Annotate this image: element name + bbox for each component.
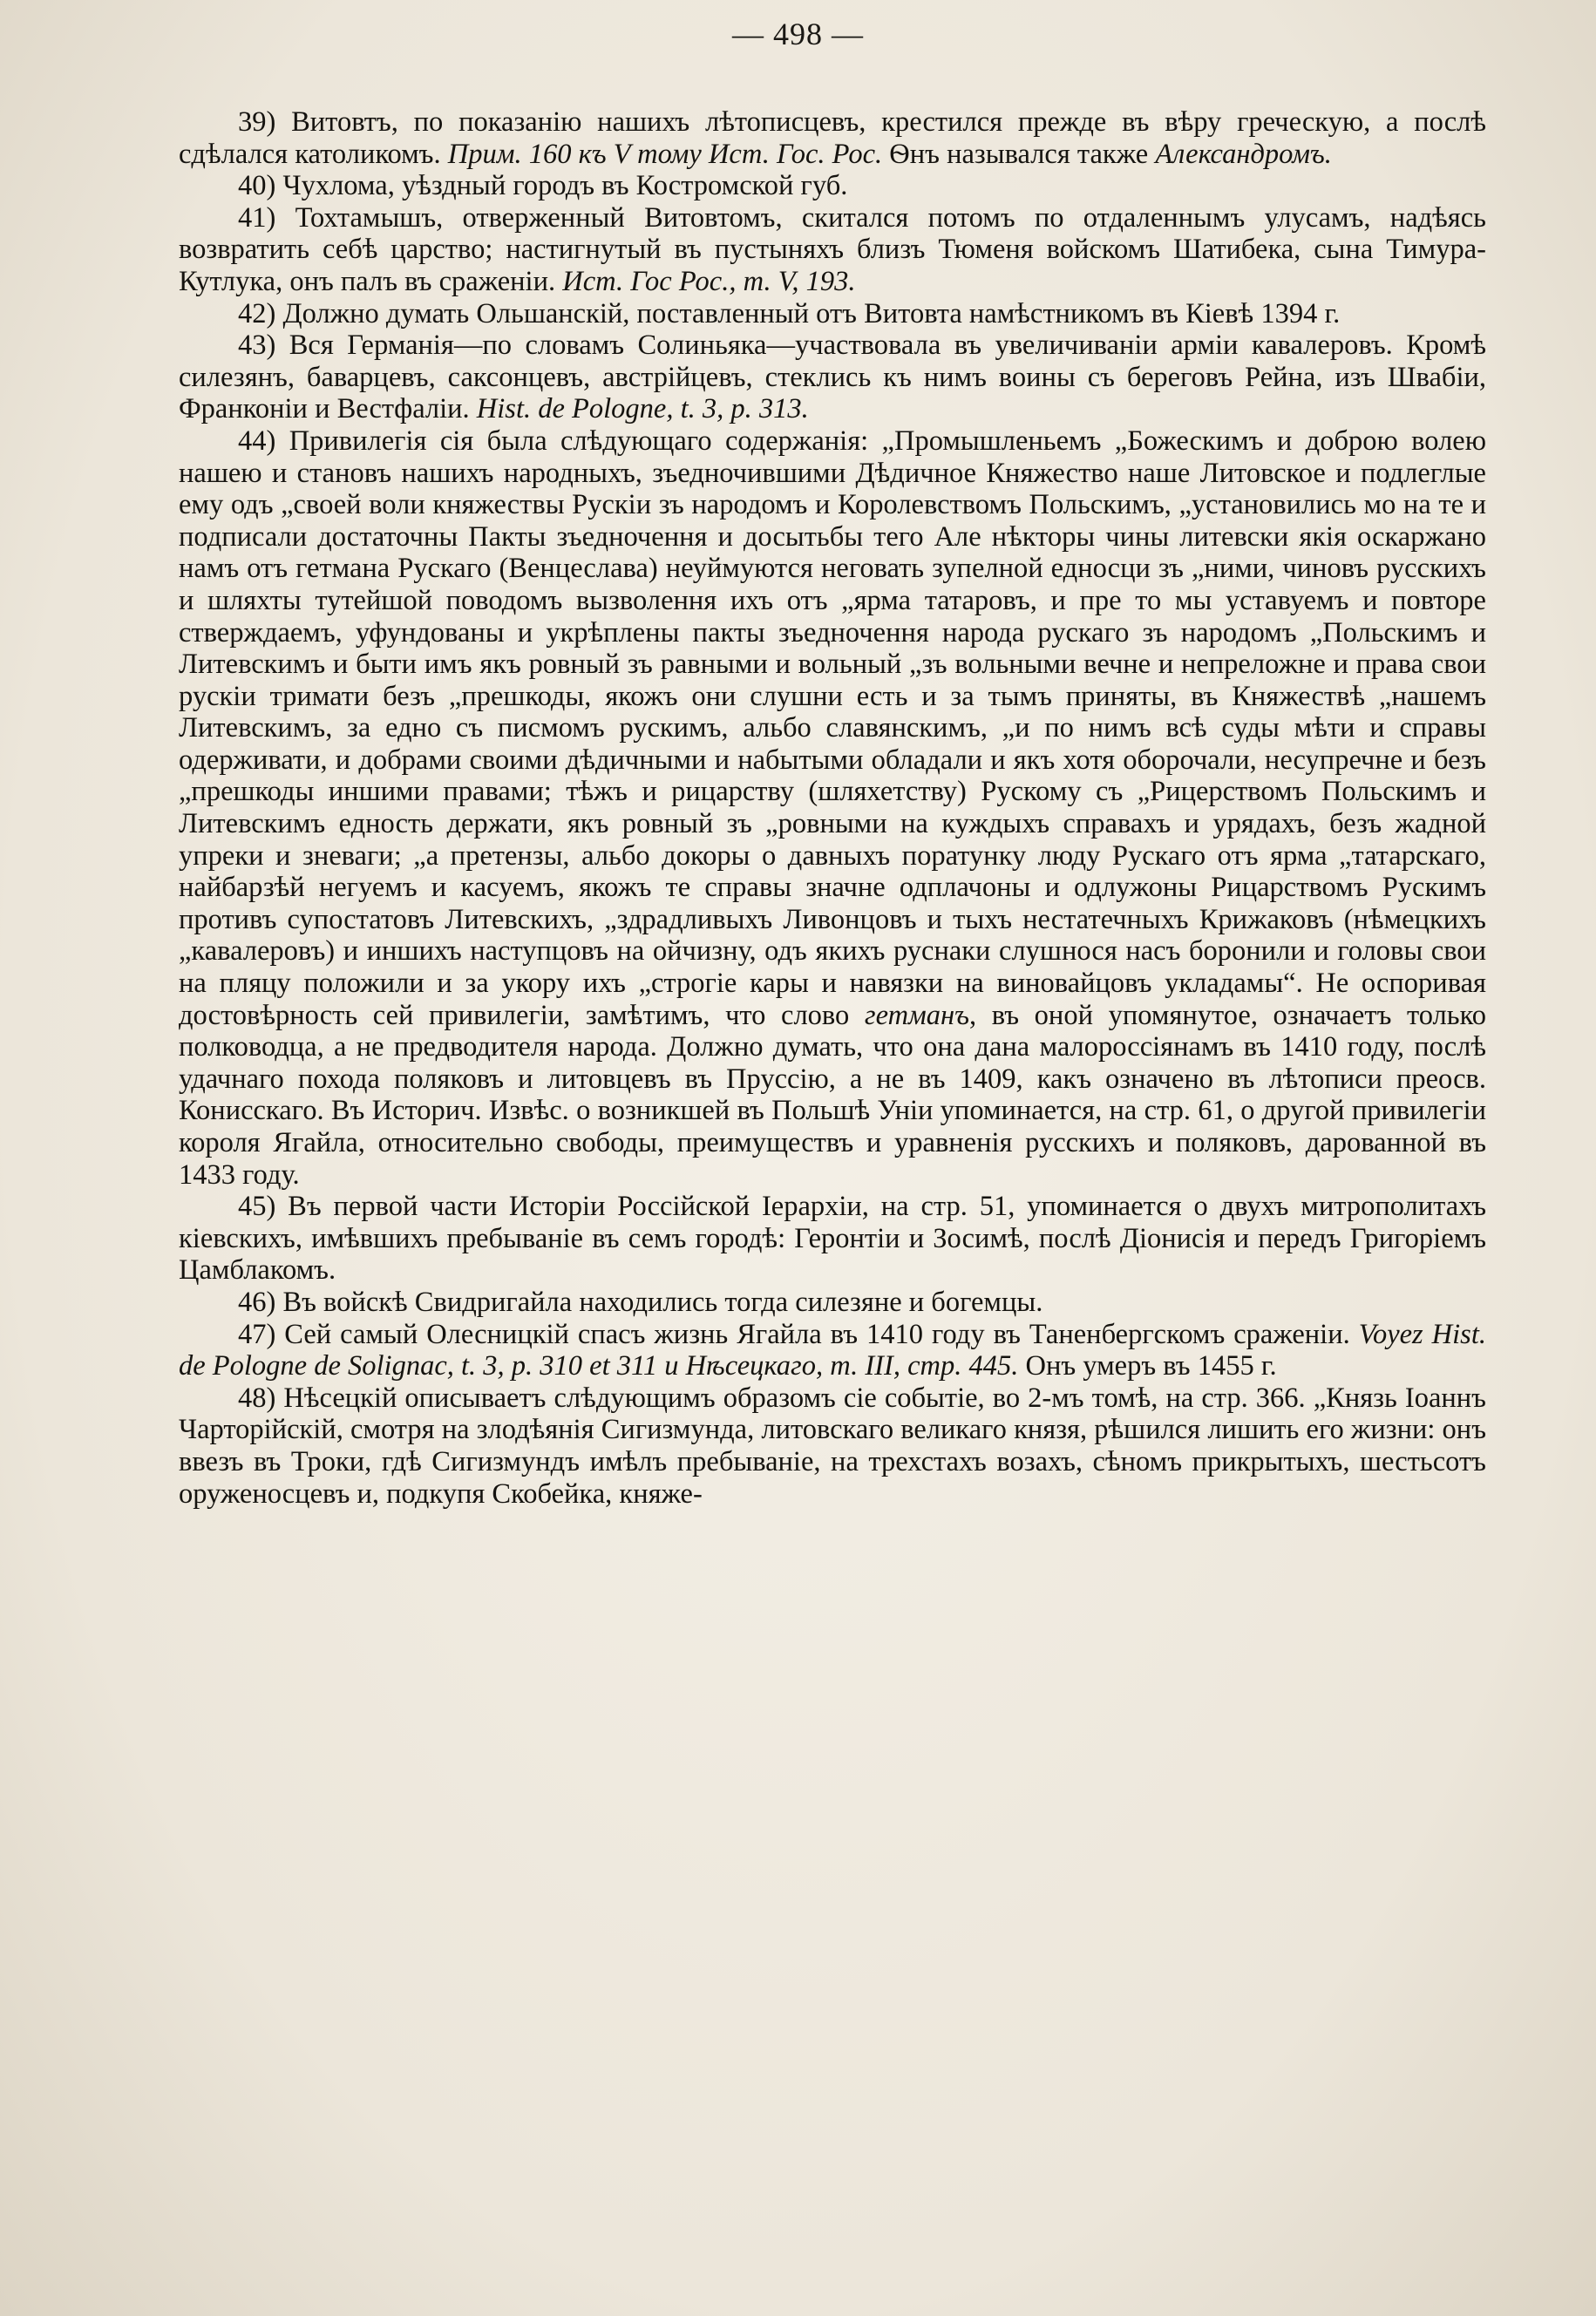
note-43-text: 43) Вся Германія—по словамъ Солиньяка—участвовала въ увеличиваніи арміи кавалеровъ. Кромѣ силезянъ, баварцевъ, саксонцевъ, австрійцевъ, стеклись къ нимъ воины съ береговъ Рейна, изъ Швабіи, Франконіи и Вестфаліи.	[179, 329, 1486, 425]
note-40	[179, 170, 1486, 202]
note-44	[179, 425, 1486, 1191]
note-39-text: 39) Витовтъ, по показанію нашихъ лѣтописцевъ, крестился прежде въ вѣру греческую, а послѣ сдѣлался католикомъ.	[179, 106, 1486, 170]
note-39-reference: Прим. 160 къ V тому Ист. Гос. Рос.	[447, 138, 883, 170]
note-43-reference: Hist. de Pologne, t. 3, p. 313.	[476, 393, 809, 425]
note-47	[179, 1319, 1486, 1382]
note-39-reference-2: Александромъ.	[1155, 138, 1332, 170]
note-46	[179, 1287, 1486, 1319]
note-47-reference: Voyez Hist. de Pologne de Solignac, t. 3, p. 310 et 311 и Нѣсецкаго, т. III, стр. 445.	[179, 1318, 1486, 1382]
note-43	[179, 329, 1486, 425]
notes-body	[179, 106, 1486, 1510]
note-39-tail: Ѳнъ назывался также	[882, 138, 1156, 170]
note-39	[179, 106, 1486, 170]
note-47-text: 47) Сей самый Олесницкій спасъ жизнь Ягайла въ 1410 году въ Таненбергскомъ сраженіи.	[238, 1318, 1359, 1350]
note-46-text: 46) Въ войскѣ Свидригайла находились тогда силезяне и богемцы.	[238, 1286, 1043, 1318]
note-44-tail: , въ оной упомянутое, означаетъ только полководца, а не предводителя народа. Должно думать, что она дана малороссіянамъ въ 1410 году, послѣ удачнаго похода поляковъ и литовцевъ въ Пруссію, а не въ 1409, какъ означено въ лѣтописи преосв. Конисскаго. Въ Историч. Извѣс. о возникшей въ Польшѣ Уніи упоминается, на стр. 61, о другой привилегіи короля Ягайла, относительно свободы, преимуществъ и уравненія русскихъ и поляковъ, дарованной въ 1433 году.	[179, 999, 1486, 1191]
page-number: — 498 —	[732, 17, 864, 51]
note-40-text: 40) Чухлома, уѣздный городъ въ Костромской губ.	[238, 170, 848, 202]
note-42	[179, 298, 1486, 330]
note-41-text: 41) Тохтамышъ, отверженный Витовтомъ, скитался потомъ по отдаленнымъ улусамъ, надѣясь возвратить себѣ царство; настигнутый въ пустыняхъ близъ Тюменя войскомъ Шатибека, сына Тимура-Кутлука, онъ палъ въ сраженіи.	[179, 201, 1486, 297]
note-42-text: 42) Должно думать Ольшанскій, поставленный отъ Витовта намѣстникомъ въ Кіевѣ 1394 г.	[238, 297, 1341, 329]
note-48-text: 48) Нѣсецкій описываетъ слѣдующимъ образомъ сіе событіе, во 2-мъ томѣ, на стр. 366. „Князь Іоаннъ Чарторійскій, смотря на злодѣянія Сигизмунда, литовскаго великаго князя, рѣшился лишить его жизни: онъ ввезъ въ Троки, гдѣ Сигизмундъ имѣлъ пребываніе, на трехстахъ возахъ, сѣномъ прикрытыхъ, шестьсотъ оруженосцевъ и, подкупя Скобейка, княже-	[179, 1382, 1486, 1510]
note-44-reference: гетманъ	[864, 999, 970, 1031]
note-41-reference: Ист. Гос Рос., т. V, 193.	[562, 265, 856, 297]
note-41	[179, 202, 1486, 298]
note-47-tail: Онъ умеръ въ 1455 г.	[1018, 1350, 1277, 1382]
note-44-text: 44) Привилегія сія была слѣдующаго содержанія: „Промышленьемъ „Божескимъ и доброю волею нашею и становъ нашихъ народныхъ, зъедночившими Дѣдичное Княжество наше Литовское и подлеглые ему одъ „своей воли княжествы Рускіи зъ народомъ и Королевствомъ Польскимъ, „установились мо на те и подписали достаточны Пакты зъедночення и досытьбы тего Але нѣкторы чины литевски якія оскаржано намъ отъ гетмана Рускаго (Венцеслава) неуймуются неговать зупелной едносци зъ „ними, чиновъ русскихъ и шляхты тутейшой поводомъ вызволення ихъ отъ „ярма татаровъ, и пре то мы уставуемъ и повторе стверждаемъ, уфундованы и укрѣплены пакты зъедночення народа рускаго зъ народомъ „Польскимъ и Литевскимъ и быти имъ якъ ровный зъ равными и вольный „зъ вольными вечне и непреложне и права свои рускіи тримати безъ „прешкоды, якожъ они слушни есть и за тымъ приняты, въ Княжествѣ „нашемъ Литевскимъ, за едно съ писмомъ рускимъ, альбо славянскимъ, „и по нимъ всѣ суды мѣти и справы одерживати, и добрами своими дѣдичными и набытыми обладали и якъ хотя оборочали, несупречне и безъ „прешкоды иншими правами; тѣжъ и рицарству (шляхетству) Рускому съ „Рицерствомъ Польскимъ и Литевскимъ едность держати, якъ ровный зъ „ровными на куждыхъ справахъ и урядахъ, безъ жадной упреки и зневаги; „а претензы, альбо докоры о давныхъ поратунку люду Рускаго отъ ярма „татарскаго, найбарзѣй негуемъ и касуемъ, якожъ те справы значне одплачоны и одлужоны Рицарствомъ Рускимъ противъ супостатовъ Литевскихъ, „здрадливыхъ Ливонцовъ и тыхъ нестатечныхъ Крижаковъ (нѣмецкихъ „кавалеровъ) и иншихъ наступцовъ на ойчизну, одъ якихъ руснаки слушнося насъ боронили и головы свои на пляцу положили и за укору ихъ „строгіе кары и навязки на виновайцовъ укладамы“. Не оспоривая достовѣрность сей привилегіи, замѣтимъ, что слово	[179, 424, 1486, 1031]
note-48	[179, 1382, 1486, 1510]
note-45	[179, 1191, 1486, 1287]
note-45-text: 45) Въ первой части Исторіи Россійской Іерархіи, на стр. 51, упоминается о двухъ митрополитахъ кіевскихъ, имѣвшихъ пребываніе въ семъ городѣ: Геронтіи и Зосимѣ, послѣ Діонисія и передъ Григоріемъ Цамблакомъ.	[179, 1191, 1486, 1287]
